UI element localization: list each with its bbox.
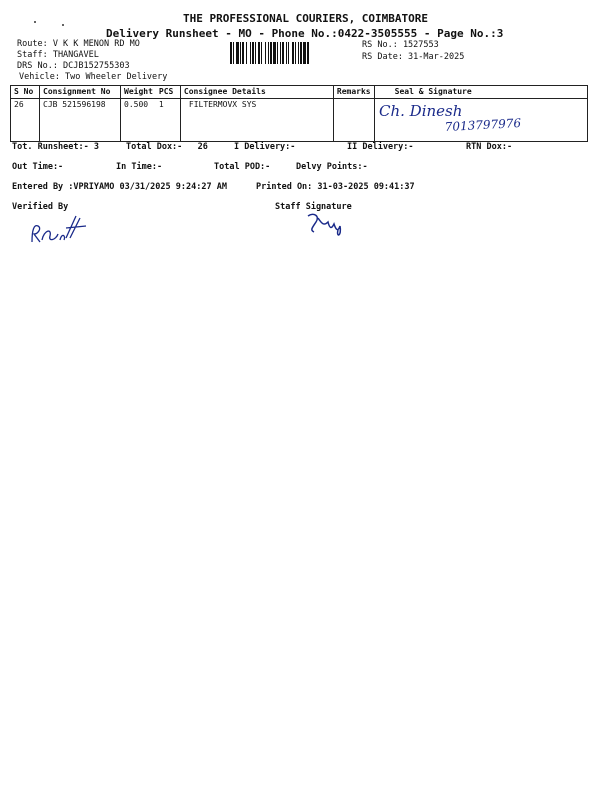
barcode-bar [258, 42, 260, 64]
verified-signature [26, 210, 116, 250]
col-weight: Weight [121, 86, 156, 99]
barcode [230, 42, 345, 64]
svg-text:7013797976: 7013797976 [444, 116, 522, 134]
rs-number: RS No.: 1527553 [362, 40, 439, 50]
entered-by: Entered By :VPRIYAMO 03/31/2025 9:24:27 AM [12, 182, 227, 192]
cell-consignee: FILTERMOVX SYS [180, 99, 333, 142]
col-seal-signature: Seal & Signature [374, 86, 587, 99]
col-remarks: Remarks [333, 86, 374, 99]
barcode-bar [303, 42, 306, 64]
out-time: Out Time:- [12, 162, 64, 172]
barcode-bar [307, 42, 309, 64]
table-row [11, 99, 588, 142]
barcode-bar [255, 42, 256, 64]
in-time: In Time:- [116, 162, 163, 172]
col-consignment: Consignment No [40, 86, 121, 99]
receiver-signature [375, 99, 545, 135]
route-label: Route: V K K MENON RD MO [17, 39, 140, 49]
verified-by-label: Verified By [12, 202, 69, 212]
barcode-bar [261, 42, 262, 64]
barcode-bar [236, 42, 239, 64]
i-delivery: I Delivery:- [234, 142, 296, 152]
cell-weight: 0.500 [121, 99, 156, 142]
col-sno: S No [11, 86, 40, 99]
cell-sno: 26 [11, 99, 40, 142]
vehicle-label: Vehicle: Two Wheeler Delivery [19, 72, 168, 82]
barcode-bar [298, 42, 299, 64]
staff-label: Staff: THANGAVEL [17, 50, 99, 60]
barcode-bar [288, 42, 289, 64]
barcode-bar [300, 42, 302, 64]
speck [62, 24, 64, 26]
barcode-bar [277, 42, 278, 64]
printed-on: Printed On: 31-03-2025 09:41:37 [256, 182, 415, 192]
total-dox: Total Dox:- 26 [126, 142, 208, 152]
total-pod: Total POD:- [214, 162, 271, 172]
runsheet-title: Delivery Runsheet - MO - Phone No.:0422-3505555 - Page No.:3 [106, 27, 504, 40]
rtn-dox: RTN Dox:- [466, 142, 513, 152]
barcode-bar [242, 42, 244, 64]
svg-text:Ch. Dinesh: Ch. Dinesh [378, 102, 463, 120]
barcode-bar [280, 42, 281, 64]
barcode-bar [286, 42, 287, 64]
staff-signature [304, 208, 354, 238]
ii-delivery: II Delivery:- [347, 142, 414, 152]
drs-label: DRS No.: DCJB152755303 [17, 61, 130, 71]
barcode-bar [240, 42, 241, 64]
barcode-bar [268, 42, 269, 64]
cell-remarks [333, 99, 374, 142]
barcode-bar [246, 42, 247, 64]
barcode-bar [250, 42, 251, 64]
col-pcs: PCS [156, 86, 181, 99]
cell-seal-signature [374, 99, 587, 142]
cell-pcs: 1 [156, 99, 181, 142]
col-consignee: Consignee Details [180, 86, 333, 99]
barcode-bar [273, 42, 276, 64]
tot-runsheet: Tot. Runsheet:- 3 [12, 142, 99, 152]
barcode-bar [252, 42, 254, 64]
barcode-bar [292, 42, 294, 64]
runsheet-table [10, 85, 588, 142]
table-header-row [11, 86, 588, 99]
barcode-bar [270, 42, 272, 64]
rs-date: RS Date: 31-Mar-2025 [362, 52, 465, 62]
staff-signature-label: Staff Signature [275, 202, 352, 212]
cell-consignment: CJB 521596198 [40, 99, 121, 142]
barcode-bar [265, 42, 266, 64]
barcode-bar [282, 42, 284, 64]
barcode-bar [295, 42, 296, 64]
delvy-points: Delvy Points:- [296, 162, 368, 172]
speck [34, 21, 36, 23]
company-title: THE PROFESSIONAL COURIERS, COIMBATORE [183, 12, 429, 25]
barcode-bar [230, 42, 232, 64]
barcode-bar [233, 42, 234, 64]
